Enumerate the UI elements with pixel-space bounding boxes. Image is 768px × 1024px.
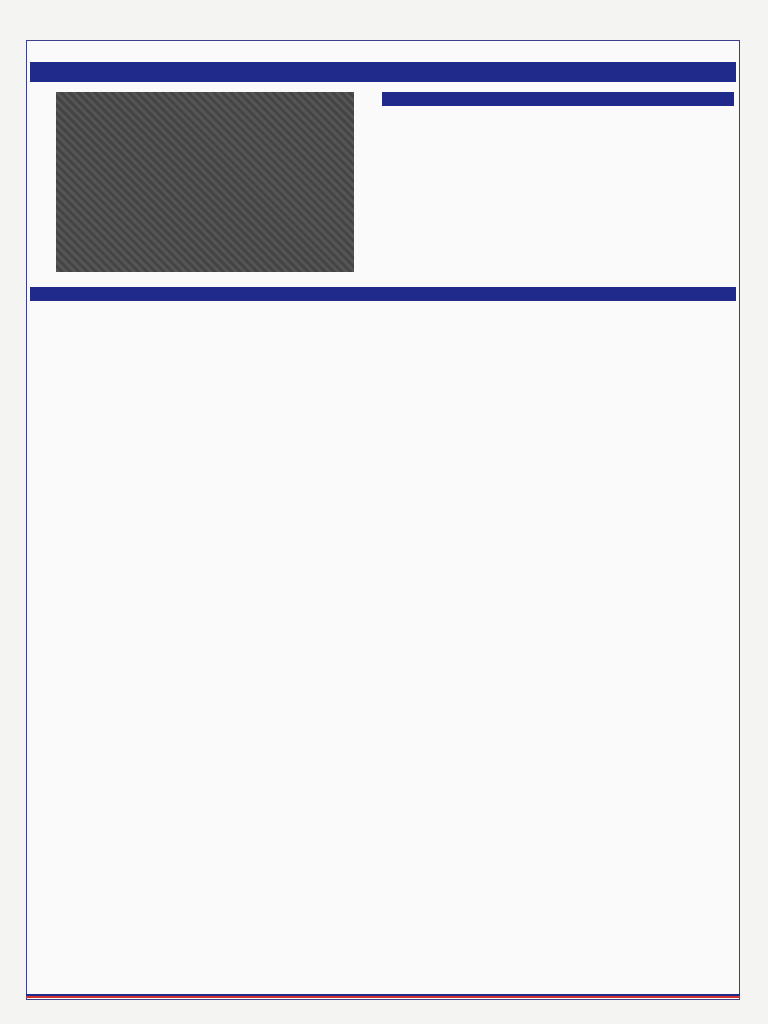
bank-header: [382, 92, 734, 106]
bottom-stripe: [26, 994, 740, 998]
form-header: [30, 62, 736, 82]
id-photo: [56, 92, 354, 272]
nasabah-header: [30, 287, 736, 301]
